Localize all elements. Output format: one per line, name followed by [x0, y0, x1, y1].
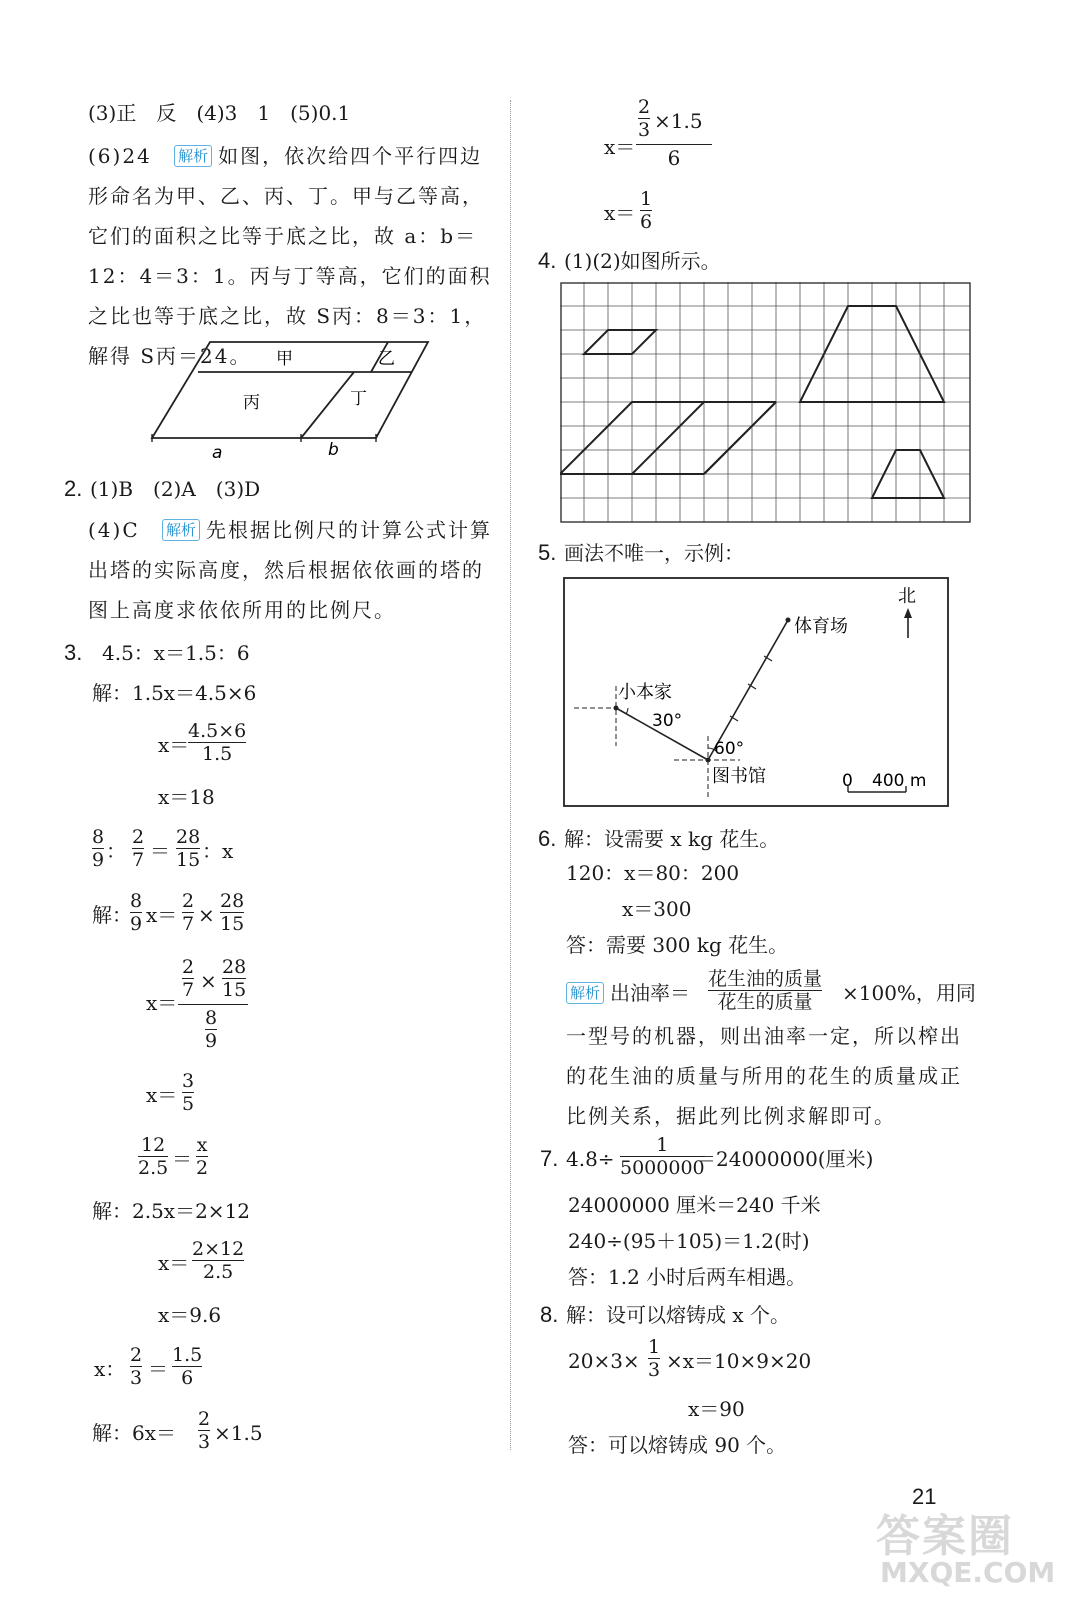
q3-eq2-equals: ＝ — [150, 839, 170, 863]
q4-text: (1)(2)如图所示。 — [564, 249, 721, 273]
q5-number: 5. — [538, 540, 557, 565]
label-b: b — [328, 440, 339, 460]
q3-eq4-step3-lhs: x＝ — [604, 201, 636, 225]
north-label: 北 — [898, 586, 916, 607]
q3-eq1-step3: x＝18 — [158, 785, 215, 809]
analysis-badge: 解析 — [566, 982, 604, 1004]
q3-eq4-step2-complex-fraction: 2 3 ×1.5 6 — [636, 96, 712, 171]
q7-number: 7. — [540, 1146, 559, 1171]
q6-line3: x＝300 — [622, 897, 692, 921]
q3-eq2-step3-fraction: 3 5 — [182, 1070, 195, 1115]
q3-eq3-step2-fraction: 2×12 2.5 — [192, 1238, 245, 1283]
q6-line2: 120：x＝80：200 — [566, 861, 740, 885]
q3-eq2-step1-prefix: 解： — [92, 903, 132, 927]
q6-line1: 解：设需要 x kg 花生。 — [564, 827, 780, 851]
q8-line1: 解：设可以熔铸成 x 个。 — [566, 1303, 790, 1327]
q5-map-figure — [562, 576, 952, 808]
q3-eq2-frac-8-9: 8 9 — [92, 826, 105, 871]
q8-line4: 答：可以熔铸成 90 个。 — [568, 1433, 787, 1457]
q3-eq1-step2-lhs: x＝ — [158, 733, 190, 757]
q7-line3: 240÷(95＋105)＝1.2(时) — [568, 1229, 810, 1253]
q2-4-explanation-text: 先根据比例尺的计算公式计算出塔的实际高度，然后根据依依画的塔的图上高度求依依所用的比例尺。 — [88, 518, 493, 622]
q3-eq4-equals: ＝ — [148, 1357, 168, 1381]
q3-eq1-step1: 解：1.5x＝4.5×6 — [92, 681, 257, 705]
q3-eq2-step1-x: x＝ — [146, 903, 178, 927]
q6-line4: 答：需要 300 kg 花生。 — [566, 933, 789, 957]
q4-grid-figure — [560, 282, 972, 524]
q3-eq3-step2-lhs: x＝ — [158, 1251, 190, 1275]
q8-eq-pre: 20×3× — [568, 1349, 640, 1373]
column-divider — [510, 100, 511, 1450]
q8-eq-post: ×x＝10×9×20 — [666, 1349, 812, 1373]
q3-eq2-step1-times: × — [198, 903, 215, 927]
q3-eq4-frac-2-3: 2 3 — [130, 1344, 143, 1389]
q2-answers-line: (1)B (2)A (3)D — [90, 477, 261, 501]
q3-eq2-colon: ： — [106, 839, 126, 863]
q8-line3: x＝90 — [688, 1397, 745, 1421]
q3-eq2-frac-28-15: 28 15 — [176, 826, 201, 871]
q3-eq4-frac-1.5-6: 1.5 6 — [172, 1344, 203, 1389]
q5-text: 画法不唯一，示例： — [564, 541, 744, 565]
q3-eq1: 4.5：x＝1.5：6 — [102, 641, 250, 665]
q3-eq3-frac-x-2: x 2 — [196, 1134, 209, 1179]
q3-eq2-frac-2-7: 2 7 — [132, 826, 145, 871]
q3-eq1-step2-fraction: 4.5×6 1.5 — [188, 720, 247, 765]
q3-eq2-step1-frac-8-9: 8 9 — [130, 890, 143, 935]
q6-explain-tail: ×100%，用同 — [842, 981, 976, 1005]
q3-eq4-lhs: x： — [94, 1357, 126, 1381]
q6-explain-head: 解析 出油率＝ — [566, 980, 690, 1006]
library-label: 图书馆 — [712, 766, 766, 787]
q3-eq4-step2-lhs: x＝ — [604, 135, 636, 159]
analysis-badge: 解析 — [174, 145, 212, 167]
q6-explanation-text: 一型号的机器，则出油率一定，所以榨出的花生油的质量与所用的花生的质量成正比例关系，据此列比例求解即可。 — [566, 1024, 962, 1128]
angle-30-label: 30° — [652, 711, 683, 731]
q3-eq4-step1-tail: ×1.5 — [214, 1421, 263, 1445]
q4-number: 4. — [538, 248, 557, 273]
q3-eq4-step1-prefix: 解：6x＝ — [92, 1421, 177, 1445]
q1-6-explanation-text: 如图，依次给四个平行四边形命名为甲、乙、丙、丁。甲与乙等高，它们的面积之比等于底之比，故 a：b＝12：4＝3：1。丙与丁等高，它们的面积之比也等于底之比，故 S丙：8＝3：1，解得 S丙＝24。 — [88, 144, 492, 368]
label-jia: 甲 — [276, 349, 293, 369]
q3-eq4-step3-fraction: 1 6 — [640, 188, 653, 233]
small-parallelogram — [584, 330, 656, 354]
q3-eq3-step3: x＝9.6 — [158, 1303, 222, 1327]
analysis-badge: 解析 — [162, 519, 200, 541]
q7-post: ＝24000000(厘米) — [696, 1147, 874, 1171]
right-parallelogram-edge — [704, 402, 776, 474]
lower-vertical-divider — [301, 372, 354, 438]
q3-eq3-frac-12-2.5: 12 2.5 — [138, 1134, 169, 1179]
watermark-logo: 答案圈 — [876, 1511, 1014, 1562]
q7-scale-fraction: 1 5000000 — [620, 1134, 705, 1179]
label-ding: 丁 — [350, 389, 367, 409]
q2-4-explanation — [88, 510, 498, 630]
q7-line4: 答：1.2 小时后两车相遇。 — [568, 1265, 807, 1289]
parallelogram-figure — [140, 338, 440, 463]
q7-pre: 4.8÷ — [566, 1147, 615, 1171]
q1-answers-line: (3)正 反 (4)3 1 (5)0.1 — [88, 101, 351, 125]
q3-eq2-step2-complex-fraction: 2 7 × 28 15 8 9 — [178, 956, 248, 1051]
watermark-url: MXQE.COM — [880, 1556, 1056, 1589]
home-label: 小本家 — [618, 682, 672, 703]
q3-eq2-step1-frac-2-7: 2 7 — [182, 890, 195, 935]
scale-400m: 400 m — [872, 771, 927, 791]
q3-eq2-tail: ：x — [202, 839, 234, 863]
page-number: 21 — [912, 1484, 937, 1509]
q1-6-answer: (6)24 — [88, 144, 152, 168]
q3-eq2-step2-lhs: x＝ — [146, 991, 178, 1015]
q2-number: 2. — [64, 476, 83, 501]
q6-number: 6. — [538, 826, 557, 851]
stadium-label: 体育场 — [794, 616, 848, 637]
q7-line2: 24000000 厘米＝240 千米 — [568, 1193, 821, 1217]
q8-number: 8. — [540, 1302, 559, 1327]
q3-eq2-step1-frac-28-15: 28 15 — [220, 890, 245, 935]
q3-eq3-step1: 解：2.5x＝2×12 — [92, 1199, 251, 1223]
label-a: a — [212, 443, 223, 463]
q3-eq4-step1-fraction: 2 3 — [198, 1408, 211, 1453]
label-yi: 乙 — [378, 349, 395, 369]
q8-fraction: 1 3 — [648, 1336, 661, 1381]
q3-eq3-equals: ＝ — [172, 1147, 192, 1171]
scale-zero: 0 — [842, 771, 853, 791]
label-bing: 丙 — [243, 393, 260, 413]
q2-4-answer: (4)C — [88, 518, 140, 542]
q3-eq2-step3-lhs: x＝ — [146, 1083, 178, 1107]
q6-oil-rate-fraction: 花生油的质量 花生的质量 — [708, 968, 823, 1013]
q3-number: 3. — [64, 640, 83, 665]
angle-60-label: 60° — [714, 739, 745, 759]
